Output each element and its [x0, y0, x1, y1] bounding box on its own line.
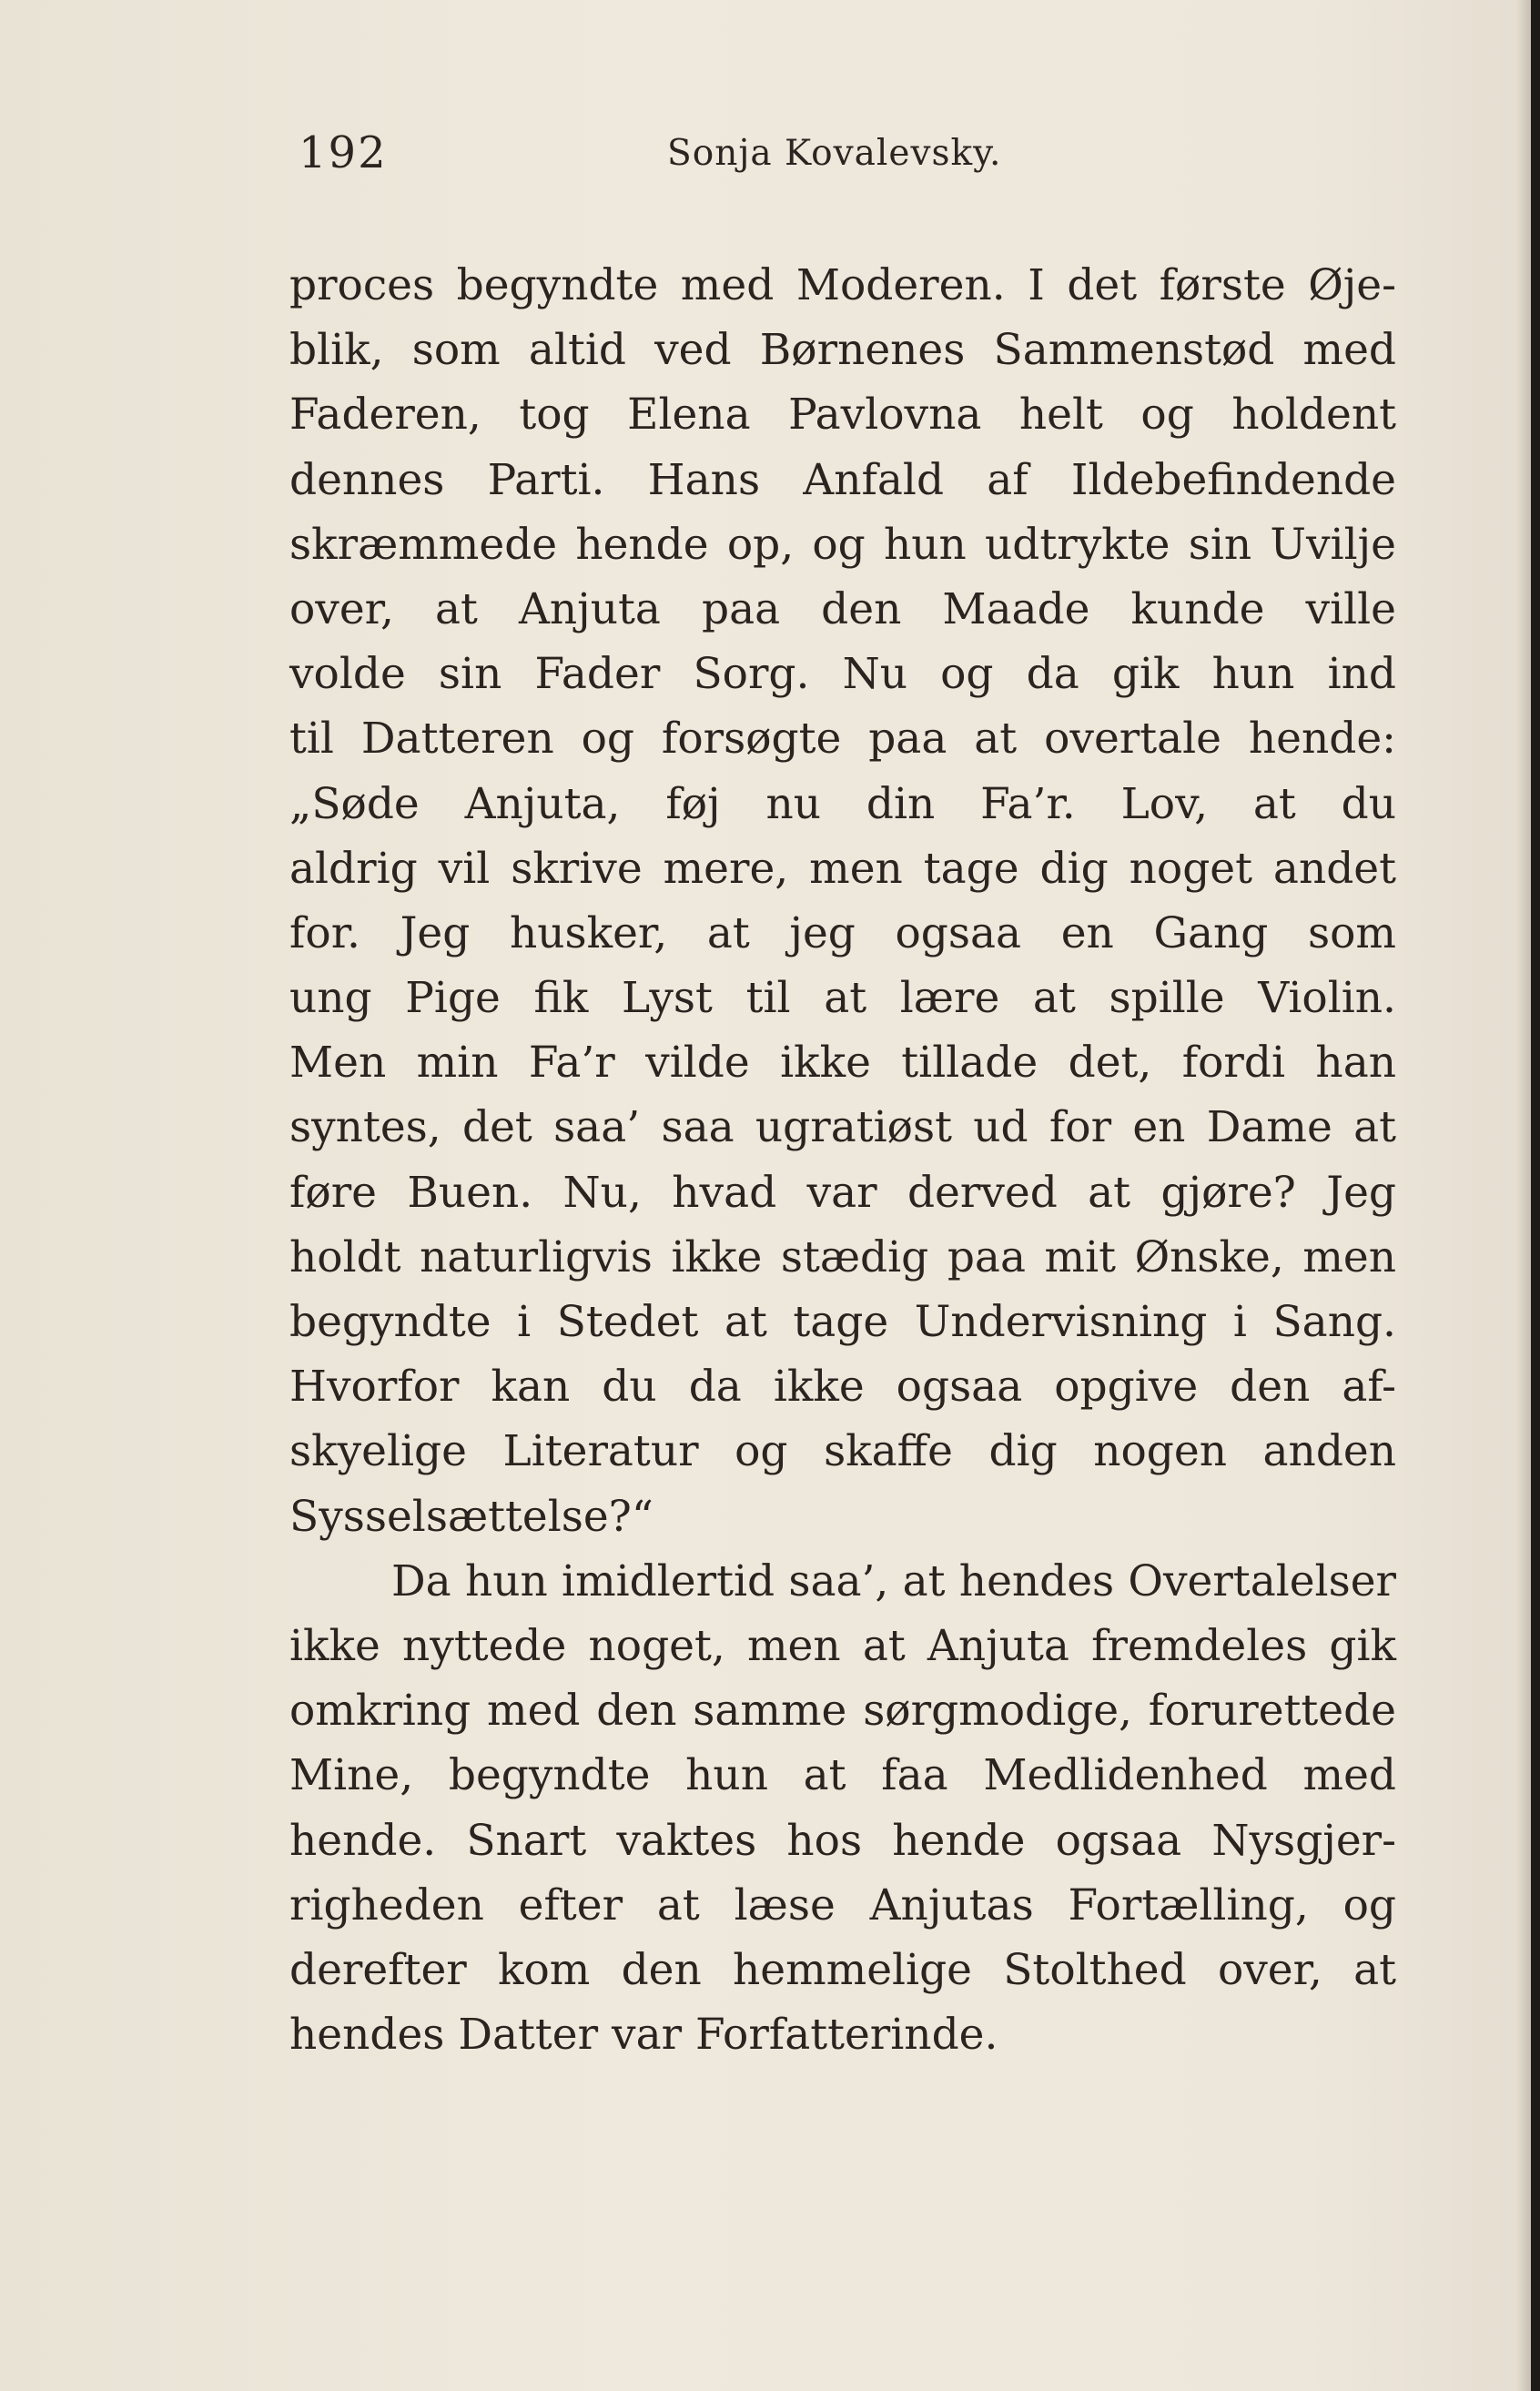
text-line: skyelige Literatur og skaffe dig nogen anden [289, 1426, 1396, 1477]
page-edge-shadow [1516, 0, 1531, 2391]
text-line: skræmmede hende op, og hun udtrykte sin Uvilje [289, 519, 1396, 570]
text-line: for. Jeg husker, at jeg ogsaa en Gang som [289, 907, 1396, 958]
text-line: Men min Fa’r vilde ikke tillade det, fordi han [289, 1038, 1396, 1089]
text-line: derefter kom den hemmelige Stolthed over, at [289, 1944, 1396, 1995]
page-number: 192 [299, 127, 388, 178]
text-line: holdt naturligvis ikke stædig paa mit Ønske, men [289, 1231, 1396, 1282]
running-header [299, 127, 1391, 191]
text-line: til Datteren og forsøgte paa at overtale hende: [289, 714, 1396, 765]
text-line: ikke nyttede noget, men at Anjuta fremdeles gik [289, 1620, 1396, 1671]
text-line: Faderen, tog Elena Pavlovna helt og holdent [289, 390, 1396, 441]
text-line: hende. Snart vaktes hos hende ogsaa Nysgjer- [289, 1815, 1396, 1866]
text-line: over, at Anjuta paa den Maade kunde ville [289, 583, 1396, 634]
running-title: Sonja Kovalevsky. [667, 133, 1002, 174]
text-line: proces begyndte med Moderen. I det første Øje- [289, 260, 1396, 310]
text-line: begyndte i Stedet at tage Undervisning i Sang. [289, 1297, 1396, 1347]
text-line: blik, som altid ved Børnenes Sammenstød med [289, 325, 1396, 376]
text-line: Mine, begyndte hun at faa Medlidenhed med [289, 1750, 1396, 1801]
text-line: righeden efter at læse Anjutas Fortælling, og [289, 1879, 1396, 1930]
text-line: omkring med den samme sørgmodige, forurettede [289, 1686, 1396, 1737]
text-line-paragraph-end: Sysselsættelse?“ [289, 1491, 653, 1542]
text-line: „Søde Anjuta, føj nu din Fa’r. Lov, at du [289, 778, 1396, 829]
text-line: Hvorfor kan du da ikke ogsaa opgive den af- [289, 1362, 1396, 1413]
body-text [289, 253, 1396, 2067]
text-line: ung Pige fik Lyst til at lære at spille Violin. [289, 973, 1396, 1024]
text-line: føre Buen. Nu, hvad var derved at gjøre? Jeg [289, 1167, 1396, 1218]
text-line: dennes Parti. Hans Anfald af Ildebefindende [289, 454, 1396, 505]
page-edge-strip [1531, 0, 1540, 2391]
text-line-paragraph-start: Da hun imidlertid saa’, at hendes Overtalelser [391, 1555, 1396, 1606]
text-line: volde sin Fader Sorg. Nu og da gik hun ind [289, 649, 1396, 700]
text-line-paragraph-end: hendes Datter var Forfatterinde. [289, 2010, 998, 2061]
text-line: aldrig vil skrive mere, men tage dig noget andet [289, 843, 1396, 894]
text-line: syntes, det saa’ saa ugratiøst ud for en Dame at [289, 1102, 1396, 1153]
